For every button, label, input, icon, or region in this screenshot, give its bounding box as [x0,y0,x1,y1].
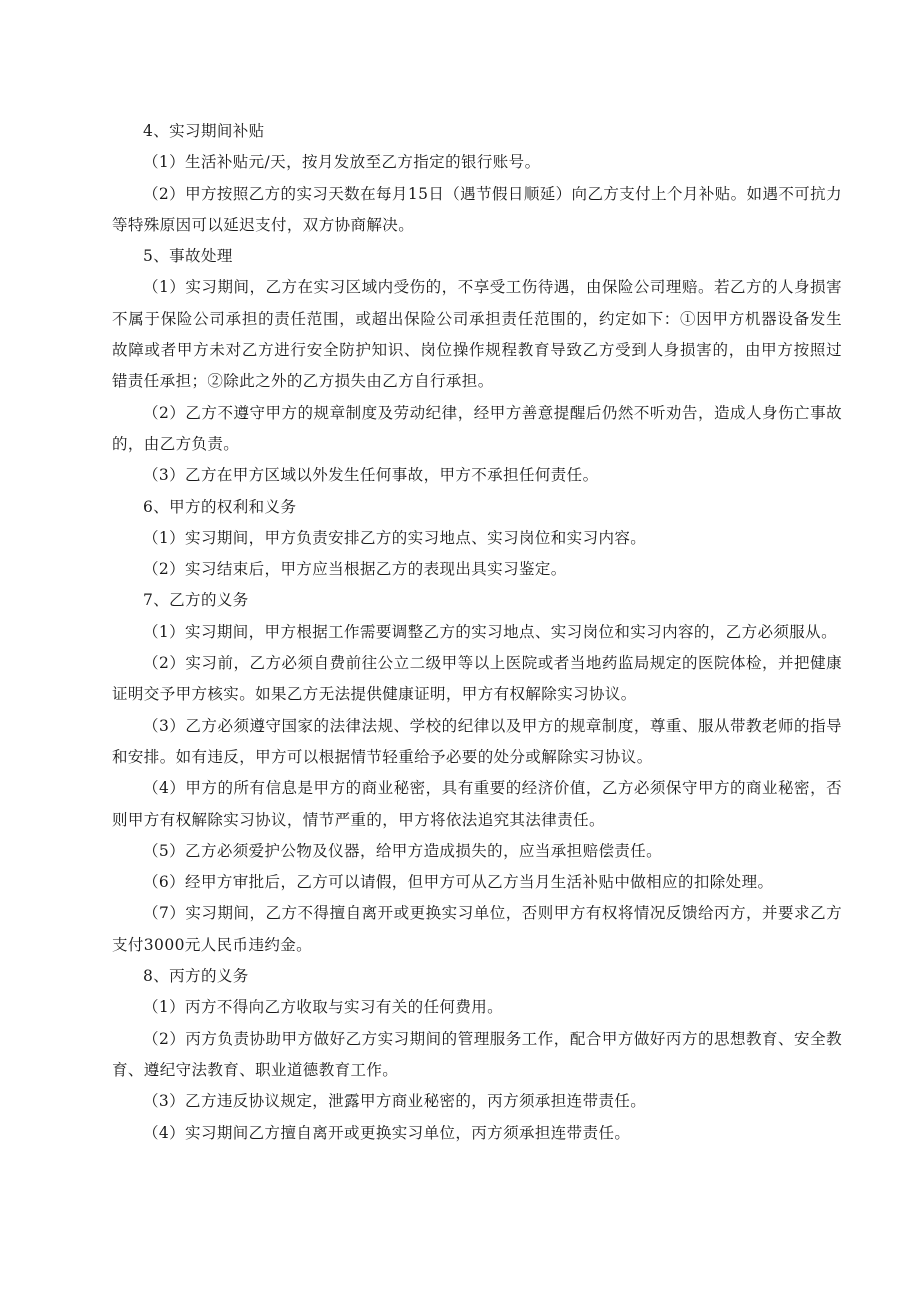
clause-4-1: （1）生活补贴元/天，按月发放至乙方指定的银行账号。 [143,153,541,172]
clause-7-2: （2）实习前，乙方必须自费前往公立二级甲等以上医院或者当地药监局规定的医院体检，并把健康证明交予甲方核实。如果乙方无法提供健康证明，甲方有权解除实习协议。 [112,654,842,704]
clause-6-1: （1）实习期间，甲方负责安排乙方的实习地点、实习岗位和实习内容。 [143,528,647,547]
clause-8-3: （3）乙方违反协议规定，泄露甲方商业秘密的，丙方须承担连带责任。 [143,1092,647,1111]
section-heading-6: 6、甲方的权利和义务 [143,497,297,516]
clause-5-2: （2）乙方不遵守甲方的规章制度及劳动纪律，经甲方善意提醒后仍然不听劝告，造成人身伤亡事故的，由乙方负责。 [112,403,842,453]
clause-7-1: （1）实习期间，甲方根据工作需要调整乙方的实习地点、实习岗位和实习内容的，乙方必须服从。 [143,622,837,641]
section-heading-8: 8、丙方的义务 [143,967,249,986]
section-heading-5: 5、事故处理 [143,247,233,266]
clause-7-5: （5）乙方必须爱护公物及仪器，给甲方造成损失的，应当承担赔偿责任。 [143,841,663,860]
section-heading-4: 4、实习期间补贴 [143,122,265,140]
clause-7-7: （7）实习期间，乙方不得擅自离开或更换实习单位，否则甲方有权将情况反馈给丙方，并要求乙方支付3000元人民币违约金。 [112,904,842,954]
clause-4-2: （2）甲方按照乙方的实习天数在每月15日（遇节假日顺延）向乙方支付上个月补贴。如遇不可抗力等特殊原因可以延迟支付，双方协商解决。 [112,184,842,234]
document-page [112,116,842,1149]
clause-7-6: （6）经甲方审批后，乙方可以请假，但甲方可从乙方当月生活补贴中做相应的扣除处理。 [143,873,774,892]
clause-8-2: （2）丙方负责协助甲方做好乙方实习期间的管理服务工作，配合甲方做好丙方的思想教育、安全教育、遵纪守法教育、职业道德教育工作。 [112,1029,842,1079]
clause-8-4: （4）实习期间乙方擅自离开或更换实习单位，丙方须承担连带责任。 [143,1123,631,1142]
clause-5-1: （1）实习期间，乙方在实习区域内受伤的，不享受工伤待遇，由保险公司理赔。若乙方的人身损害不属于保险公司承担的责任范围，或超出保险公司承担责任范围的，约定如下：①因甲方机器设备发生故障或者甲方未对乙方进行安全防护知识、岗位操作规程教育导致乙方受到人身损害的，由甲方按照过错责任承担；②除此之外的乙方损失由乙方自行承担。 [112,278,842,391]
clause-8-1: （1）丙方不得向乙方收取与实习有关的任何费用。 [143,998,504,1017]
clause-6-2: （2）实习结束后，甲方应当根据乙方的表现出具实习鉴定。 [143,560,567,579]
clause-7-4: （4）甲方的所有信息是甲方的商业秘密，具有重要的经济价值，乙方必须保守甲方的商业秘密，否则甲方有权解除实习协议，情节严重的，甲方将依法追究其法律责任。 [112,779,842,829]
clause-7-3: （3）乙方必须遵守国家的法律法规、学校的纪律以及甲方的规章制度，尊重、服从带教老师的指导和安排。如有违反，甲方可以根据情节轻重给予必要的处分或解除实习协议。 [112,716,842,766]
clause-5-3: （3）乙方在甲方区域以外发生任何事故，甲方不承担任何责任。 [143,466,599,485]
section-heading-7: 7、乙方的义务 [143,591,249,610]
